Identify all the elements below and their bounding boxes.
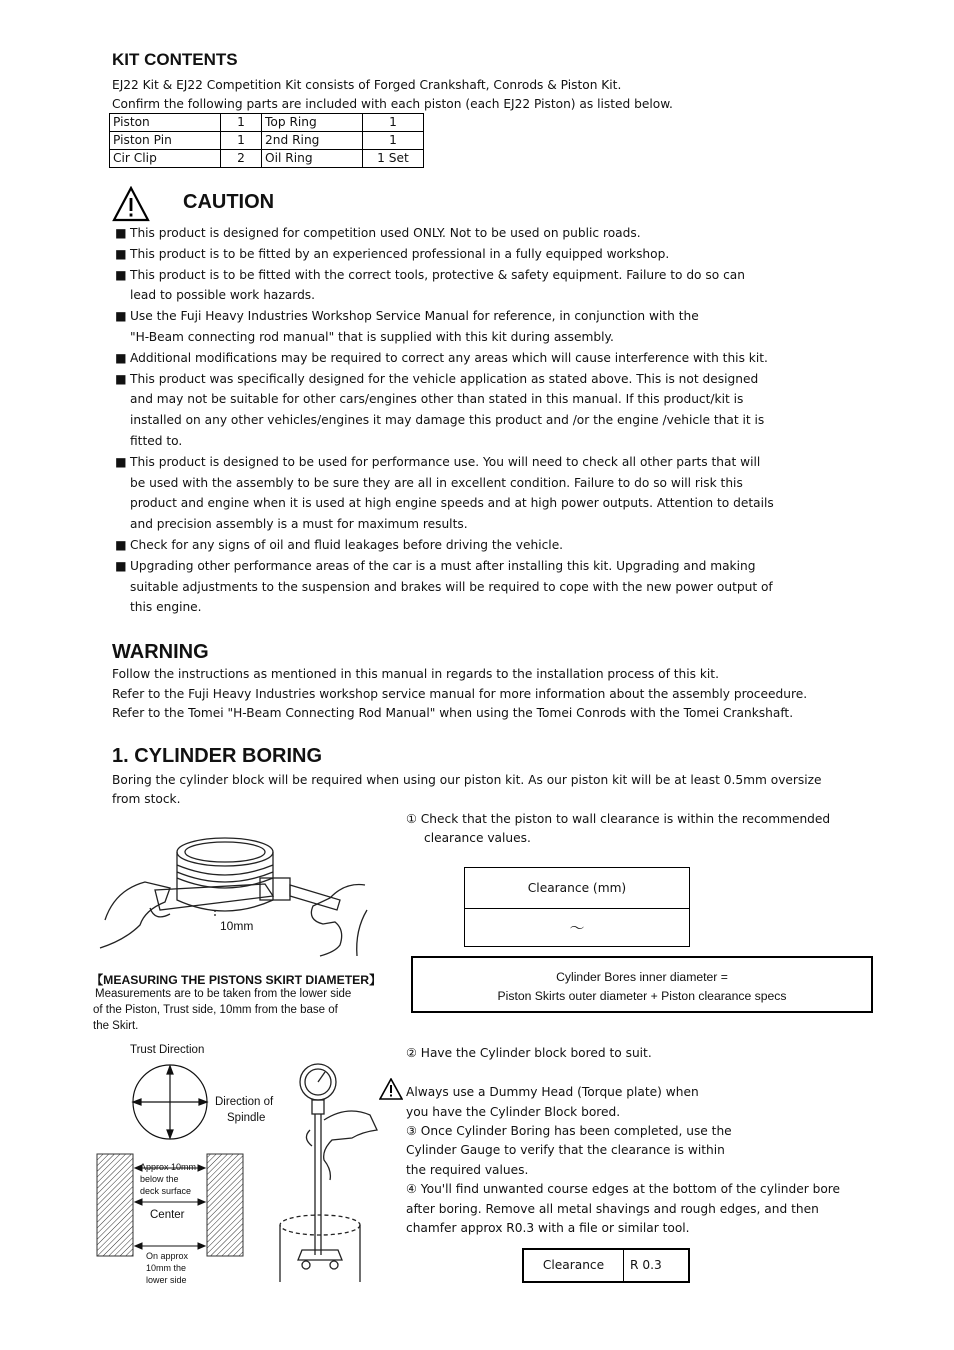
cylinder-boring-heading: 1. CYLINDER BORING [112,745,323,767]
measuring-line-1: Measurements are to be taken from the lower side [95,988,352,1000]
boring-intro-2: from stock. [112,792,181,806]
boring-intro-1: Boring the cylinder block will be required when using our piston kit. As our piston kit will be at least 0.5mm oversize [112,773,822,787]
fig-10mm-label: 10mm [220,919,254,933]
bullet-square-icon: ■ [115,267,127,282]
caution-heading: CAUTION [183,191,275,213]
dummy-head-line-1: Always use a Dummy Head (Torque plate) when [406,1085,699,1099]
caution-item-line: installed on any other vehicles/engines it may damage this product and /or the engine /vehicle that it is [130,413,765,428]
approx-label-2: below the [140,1174,179,1184]
caution-item-line: and may not be suitable for other cars/engines other than stated in this manual. If this product/kit is [130,392,744,407]
table-row [110,150,424,168]
table-cell: 1 Set [363,150,424,168]
kit-intro-line-1: EJ22 Kit & EJ22 Competition Kit consists of Forged Crankshaft, Conrods & Piston Kit. [112,78,622,92]
table-cell: Oil Ring [262,150,363,168]
caution-item-line: This product is designed to be used for performance use. You will need to check all other parts that will [130,454,761,469]
table-cell: 1 [363,114,424,132]
warning-line-1: Follow the instructions as mentioned in this manual in regards to the installation process of this kit. [112,667,719,681]
bullet-square-icon: ■ [115,350,127,365]
step-4-line-3: chamfer approx R0.3 with a file or similar tool. [406,1221,690,1235]
formula-line-1: Cylinder Bores inner diameter = [556,970,728,984]
spindle-label-1: Direction of [215,1096,274,1108]
caution-item-line: This product is designed for competition used ONLY. Not to be used on public roads. [130,226,641,240]
caution-item-line: be used with the assembly to be sure they are all in excellent condition. Failure to do so will risk this [130,475,743,490]
caution-item-line: Check for any signs of oil and fluid leakages before driving the vehicle. [130,538,564,552]
bullet-square-icon: ■ [115,309,127,324]
approx-label-1: Approx 10mm [140,1162,197,1172]
step-1-line-1: ① Check that the piston to wall clearance is within the recommended [406,812,831,826]
warning-heading: WARNING [112,641,209,663]
step-3-line-3: the required values. [406,1163,529,1177]
warning-line-2: Refer to the Fuji Heavy Industries workshop service manual for more information about the assembly proceedure. [112,687,808,701]
step-1-line-2: clearance values. [424,831,531,845]
caution-item [115,535,563,556]
spindle-label-2: Spindle [227,1112,266,1124]
bullet-square-icon: ■ [115,538,127,552]
kit-contents-table [109,113,424,168]
caution-item [115,223,641,244]
bullet-square-icon: ■ [115,246,127,261]
clearance-value: ～ [569,919,585,937]
caution-item [115,452,774,535]
caution-item-line: This product is to be fitted with the correct tools, protective & safety equipment. Failure to do so can [130,267,745,282]
kit-intro-line-2: Confirm the following parts are included with each piston (each EJ22 Piston) as listed below. [112,97,673,111]
piston-measurement-illustration [95,830,375,958]
table-cell: 2 [221,150,262,168]
warning-line-3: Refer to the Tomei "H-Beam Connecting Rod Manual" when using the Tomei Conrods with the Tomei Crankshaft. [112,706,794,720]
caution-item [115,306,699,348]
table-row [110,132,424,150]
caution-item-line: This product was specifically designed for the vehicle application as stated above. This is not designed [130,371,759,386]
clearance-header: Clearance (mm) [465,868,689,909]
caution-item-line: Upgrading other performance areas of the car is a must after installing this kit. Upgrading and making [130,558,756,573]
measuring-line-2: of the Piston, Trust side, 10mm from the base of [93,1004,338,1016]
caution-item [115,556,773,618]
step-3-line-1: ③ Once Cylinder Boring has been completed, use the [406,1124,732,1138]
clearance-table [464,867,690,947]
table-cell: 1 [221,114,262,132]
table-cell: 1 [363,132,424,150]
table-cell: Piston Pin [110,132,221,150]
measuring-line-3: the Skirt. [93,1020,139,1032]
center-label: Center [150,1209,185,1221]
chamfer-value: R 0.3 [630,1258,662,1272]
table-cell: Piston [110,114,221,132]
caution-item-line: Additional modifications may be required to correct any areas which will cause interference with this kit. [130,350,768,365]
caution-item-line: This product is to be fitted by an experienced professional in a fully equipped workshop. [130,246,670,261]
chamfer-clearance-table [522,1248,690,1283]
table-cell: 2nd Ring [262,132,363,150]
formula-line-2: Piston Skirts outer diameter + Piston clearance specs [497,989,787,1003]
kit-contents-heading: KIT CONTENTS [112,50,238,69]
trust-direction-label: Trust Direction [130,1044,205,1056]
caution-item-line: fitted to. [130,433,183,448]
caution-item [115,348,768,369]
bullet-square-icon: ■ [115,454,127,469]
table-row [110,114,424,132]
bore-gauge-illustration [262,1060,382,1285]
dummy-head-line-2: you have the Cylinder Block bored. [406,1105,621,1119]
caution-item-line: product and engine when it is used at high engine speeds and at high power outputs. Attention to details [130,496,774,511]
caution-item-line: "H-Beam connecting rod manual" that is supplied with this kit during assembly. [130,329,614,344]
caution-item-line: this engine. [130,600,202,615]
caution-item-line: Use the Fuji Heavy Industries Workshop Service Manual for reference, in conjunction with the [130,309,699,324]
table-cell: Cir Clip [110,150,221,168]
step-2: ② Have the Cylinder block bored to suit. [406,1046,652,1060]
caution-item [115,265,745,307]
lower-label-2: 10mm the [146,1263,187,1273]
caution-item [115,369,764,452]
chamfer-label: Clearance [524,1250,624,1281]
table-cell: 1 [221,132,262,150]
step-3-line-2: Cylinder Gauge to verify that the clearance is within [406,1143,725,1157]
formula-box [411,956,873,1013]
bullet-square-icon: ■ [115,371,127,386]
step-4-line-2: after boring. Remove all metal shavings and rough edges, and then [406,1202,819,1216]
measuring-title: 【MEASURING THE PISTONS SKIRT DIAMETER】 [91,973,382,987]
caution-item [115,244,669,265]
bullet-square-icon: ■ [115,226,127,240]
approx-label-3: deck surface [140,1186,192,1196]
lower-label-1: On approx [146,1251,189,1261]
caution-item-line: lead to possible work hazards. [130,288,316,303]
step-4-line-1: ④ You'll find unwanted course edges at the bottom of the cylinder bore [406,1182,841,1196]
dummy-head-warning-icon [379,1078,403,1100]
caution-item-line: suitable adjustments to the suspension and brakes will be required to cope with the new power output of [130,579,773,594]
lower-label-3: lower side [146,1275,187,1285]
bullet-square-icon: ■ [115,558,127,573]
caution-item-line: and precision assembly is a must for maximum results. [130,517,468,532]
caution-warning-icon [112,186,150,222]
table-cell: Top Ring [262,114,363,132]
